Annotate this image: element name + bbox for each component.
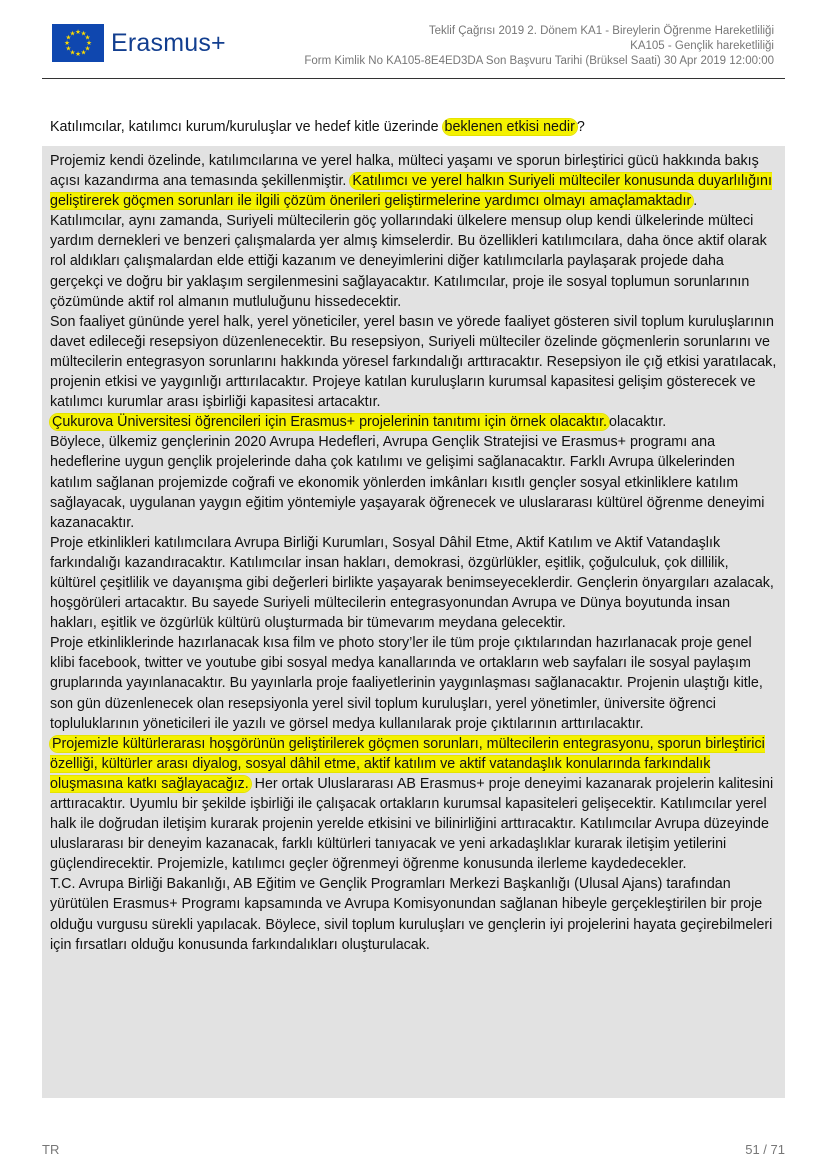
eu-star-icon: ★: [69, 30, 76, 38]
eu-star-icon: ★: [84, 45, 91, 53]
answer-highlight: Katılımcı ve yerel halkın Suriyeli mülteciler konusunda duyarlılığını geliştirerek göçmen sorunları ile ilgili çözüm önerileri geliştirmelerine yardımcı olmayı amaçlamaktadır: [50, 173, 772, 210]
page-number: 51 / 71: [745, 1142, 785, 1157]
header-divider: [42, 78, 785, 79]
answer-paragraph: Katılımcılar, aynı zamanda, Suriyeli mültecilerin göç yollarındaki ülkelere mensup olup kendi ülkelerinde mülteci yardım dernekleri ve benzeri çalışmalarda yer almış kimselerdir. Bu özellikleri katılımcılara, daha önce aktif olarak rol aldıkları çalışmalardan elde ettiği kazanım ve deneyimlerini diğer katılımcılarla paylaşarak projede daha gerçekçi ve doğru bir yaklaşım sergilenmesini sağlayacaktır. Katılımcılar, proje ile sosyal toplumun sorunlarının çözümünde aktif rol almanın mutluluğunu hissedecektir.: [50, 213, 767, 310]
erasmus-logo: [52, 23, 242, 63]
answer-highlight: Projemizle kültürlerarası hoşgörünün geliştirilerek göçmen sorunları, mültecilerin entegrasyonu, sporun birleştirici özelliği, kültürler arası diyalog, sosyal dâhil etme, aktif katılım ve aktif vatandaşlık konularında farkındalık oluşmasına katkı sağlayacağız.: [50, 735, 765, 792]
logo-text: Erasmus+: [111, 28, 226, 57]
answer-paragraph: [50, 151, 777, 211]
eu-star-icon: ★: [65, 45, 72, 53]
answer-paragraph: [50, 734, 777, 875]
eu-star-icon: ★: [69, 49, 76, 57]
question-text: [50, 117, 785, 137]
eu-star-icon: ★: [65, 34, 72, 42]
answer-text: olacaktır.: [609, 414, 667, 431]
answer-box: [42, 146, 785, 1098]
answer-paragraph: Proje etkinliklerinde hazırlanacak kısa film ve photo story’ler ile tüm proje çıktılarından hazırlanacak proje genel klibi facebook, twitter ve youtube gibi sosyal medya kanallarında ve ortakların web sayfaları ile sosyal paylaşım gruplarında yayınlanacaktır. Bu yayınlarla proje faaliyetlerinin yaygınlaşması sağlanacaktır. Projenin ulaştığı kitle, son gün düzenlenecek olan resepsiyonla yerel sivil toplum kuruluşları, yerel yönetimler, üniversite öğrenci topluluklarının yöneticileri ile yazılı ve görsel medya kullanılarak proje çıktılarının arttırılacaktır.: [50, 635, 763, 732]
form-header-info: [304, 24, 774, 69]
question-text-part: Katılımcılar, katılımcı kurum/kuruluşlar ve hedef kitle üzerinde: [50, 119, 443, 135]
call-title: Teklif Çağrısı 2019 2. Dönem KA1 - Bireylerin Öğrenme Hareketliliği: [428, 25, 774, 37]
answer-paragraph: [50, 412, 777, 432]
form-id-deadline: Form Kimlik No KA105-8E4ED3DA Son Başvuru Tarihi (Brüksel Saati) 30 Apr 2019 12:00:00: [304, 55, 774, 67]
eu-star-icon: ★: [84, 34, 91, 42]
question-text-end: ?: [576, 119, 585, 135]
answer-paragraph: Son faaliyet gününde yerel halk, yerel yöneticiler, yerel basın ve yörede faaliyet gösteren sivil toplum kuruluşlarının davet edileceği resepsiyon düzenlenecektir. Bu resepsiyon, Suriyeli mülteciler özelinde göçmenlerin sorunlarını ve mültecilerin entegrasyon sorunlarını hakkında yöresel farkındalığı arttıracaktır. Resepsiyon ile çığ etkisi yaratılacak, projenin etkisi ve yaygınlığı arttırılacaktır. Projeye katılan kuruluşların kurumsal kapasitesi gelişim gösterecek ve katılımcı kurumlar arası işbirliği kapasitesi artacaktır.: [50, 313, 777, 411]
eu-star-icon: ★: [86, 40, 92, 48]
answer-paragraph: T.C. Avrupa Birliği Bakanlığı, AB Eğitim ve Gençlik Programları Merkezi Başkanlığı (Ulusal Ajans) tarafından yürütülen Erasmus+ Programı kapsamında ve Avrupa Komisyonundan sağlanan hibeyle gerçekleştirilen bir proje olduğu vurgusu sürekli yapılacak. Böylece, sivil toplum kuruluşları ve gençlerin iyi projelerini hayata geçirebilmeleri için fırsatları olduğu konusunda farkındalıkları oluşturulacak.: [50, 876, 773, 953]
answer-text: Projemiz kendi özelinde, katılımcılarına ve yerel halka, mülteci yaşamı ve sporun birleştirici gücü hakkında bakış açısı kazandırma ana temasında şekillenmiştir.: [50, 153, 759, 190]
eu-star-icon: ★: [75, 51, 81, 59]
answer-text: Her ortak Uluslararası AB Erasmus+ proje deneyimi kazanarak projelerin kalitesini arttıracaktır. Uyumlu bir şekilde işbirliği ile çalışacak ortakların kurumsal kapasiteleri gelişecektir. Katılımcılar yerel halk ile doğrudan iletişim kurarak projenin yerelde etkisini ve bilinirliğini arttıracaktır. Katılımcılar Avrupa düzeyinde uluslararası bir deneyim kazanacak, farklı kültürleri tanıyacak ve yeni arkadaşlıklar kurarak iletişim yetilerini güçlendirecektir. Projemizle, katılımcı geçler öğrenmeyi öğrenme konusunda ilerleme kaydedecekler.: [50, 775, 774, 873]
action-type: KA105 - Gençlik hareketliliği: [630, 40, 774, 52]
answer-paragraph: Proje etkinlikleri katılımcılara Avrupa Birliği Kurumları, Sosyal Dâhil Etme, Aktif Katılım ve Aktif Vatandaşlık farkındalığı kazandıracaktır. Katılımcılar insan hakları, demokrasi, özgürlükler, eşitlik, çoğulculuk, çok dillilik, kültürel çeşitlilik ve dayanışma gibi değerleri birlikte yaşayarak benimseyeceklerdir. Gençlerin önyargıları azalacak, hoşgörüleri artacaktır. Bu sayede Suriyeli mültecilerin entegrasyonundan Avrupa ve Dünya boyutunda insan hakları, eşitlik ve özgürlük kültürü oluşturmada bir tümevarım meydana gelecektir.: [50, 534, 774, 632]
eu-flag-icon: [52, 24, 104, 62]
footer-language: TR: [42, 1142, 60, 1157]
eu-star-icon: ★: [64, 40, 70, 48]
answer-highlight: Çukurova Üniversitesi öğrencileri için Erasmus+ projelerinin tanıtımı için örnek olacaktır.: [52, 414, 608, 431]
answer-text: .: [693, 193, 698, 210]
eu-star-icon: ★: [80, 49, 87, 57]
eu-star-icon: ★: [80, 30, 87, 38]
question-highlight: beklenen etkisi nedir: [444, 119, 575, 135]
answer-paragraph: Böylece, ülkemiz gençlerinin 2020 Avrupa Hedefleri, Avrupa Gençlik Stratejisi ve Erasmus+ programı ana hedeflerine uygun gençlik projelerinde daha çok katılımı ve gelişimi sağlanacaktır. Farklı Avrupa ülkelerinden katılım sağlanan projemizde coğrafi ve ekonomik yönlerden imkânları kısıtlı gençler sosyal etkinliklere katılım sağlayacak, uygulanan yaygın eğitim yöntemiyle yaşayarak öğrenecek ve uluslararası kültürel öğrenme deneyimi kazanacaktır.: [50, 434, 765, 531]
eu-star-icon: ★: [75, 29, 81, 37]
